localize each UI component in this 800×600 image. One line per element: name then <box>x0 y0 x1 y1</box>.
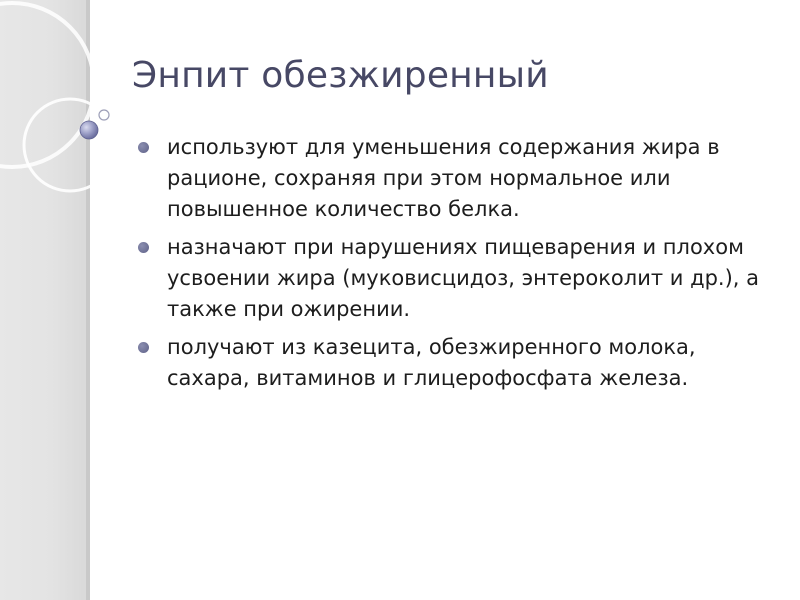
bullet-text: используют для уменьшения содержания жира в рационе, сохраняя при этом нормальное или повышенное количество белка. <box>167 135 720 221</box>
bullet-dot-icon <box>138 142 149 153</box>
deco-ring-large <box>0 3 94 167</box>
bullet-text: назначают при нарушениях пищеварения и плохом усвоении жира (муковисцидоз, энтероколит и др.), а также при ожирении. <box>167 235 760 321</box>
bullet-list <box>138 132 768 401</box>
bullet-item-3 <box>138 332 768 394</box>
slide-title: Энпит обезжиренный <box>132 55 549 96</box>
bullet-item-2 <box>138 232 768 325</box>
bullet-dot-icon <box>138 342 149 353</box>
bullet-dot-icon <box>138 242 149 253</box>
bullet-item-1 <box>138 132 768 225</box>
deco-orb <box>80 121 98 139</box>
bullet-text: получают из казецита, обезжиренного молока, сахара, витаминов и глицерофосфата железа. <box>167 335 696 390</box>
decorative-circles <box>0 0 120 220</box>
